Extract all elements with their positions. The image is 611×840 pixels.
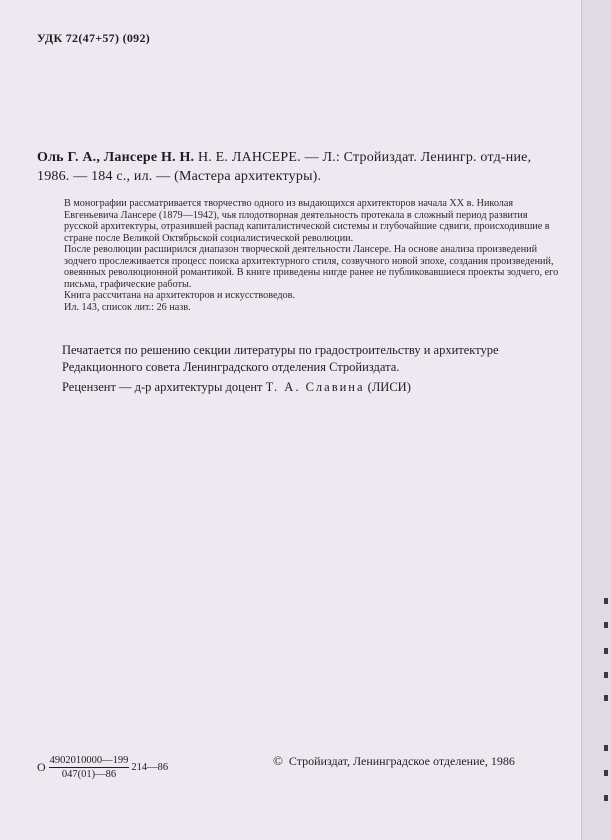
publication-code <box>37 755 168 780</box>
edge-mark <box>604 745 608 751</box>
code-prefix: О <box>37 760 46 774</box>
publication-note <box>62 342 564 376</box>
code-denominator: 047(01)—86 <box>61 769 117 780</box>
reviewer-line <box>62 380 411 395</box>
abstract <box>64 198 564 313</box>
abstract-paragraph-2: После революции расширился диапазон творческой деятельности Лансере. На основе анализа произведений зодчего прослеживается процесс поиска архитектурного стиля, созвучного новой эпохе, создания произведений, овеянных революционной романтикой. В книге приведены нигде ранее не публиковавшиеся проекты зодчего, его письма, графические работы. <box>64 244 559 290</box>
abstract-paragraph-4: Ил. 143, список лит.: 26 назв. <box>64 301 191 313</box>
abstract-paragraph-3: Книга рассчитана на архитекторов и искусствоведов. <box>64 290 295 301</box>
bibliographic-record <box>37 148 562 186</box>
edge-mark <box>604 770 608 776</box>
copyright-text: Стройиздат, Ленинградское отделение, 1986 <box>288 754 515 768</box>
copyright-icon: © <box>273 753 283 768</box>
edge-mark <box>604 672 608 678</box>
edge-mark <box>604 598 608 604</box>
reviewer-prefix: Рецензент — д-р архитектуры доцент <box>62 380 266 394</box>
adjacent-page-edge <box>581 0 611 840</box>
code-suffix: 214—86 <box>131 762 169 773</box>
edge-mark <box>604 622 608 628</box>
udk-code: УДК 72(47+57) (092) <box>37 31 151 45</box>
edge-mark <box>604 648 608 654</box>
publication-note-text: Печатается по решению секции литературы по градостроительству и архитектуре Редакционного совета Ленинградского отделения Стройиздата. <box>62 343 499 374</box>
reviewer-name: Т. А. Славина <box>265 380 365 394</box>
abstract-paragraph-1: В монографии рассматривается творчество одного из выдающихся архитекторов начала XX в. Николая Евгеньевича Лансере (1879—1942), чья плодотворная деятельность протекала в сложный период развития русской архитектуры, отразившей распад капиталистической системы и глубочайшие сдвиги, происходившие в стране после Великой Октябрьской социалистической революции. <box>64 198 550 244</box>
title-imprint: Н. Е. ЛАНСЕРЕ. — Л.: Стройиздат. Ленингр. отд-ние, 1986. — 184 с., ил. — (Мастера архитектуры). <box>37 150 532 184</box>
edge-mark <box>604 695 608 701</box>
copyright-line <box>273 753 515 769</box>
edge-mark <box>604 795 608 801</box>
reviewer-suffix: (ЛИСИ) <box>364 380 411 394</box>
code-numerator: 4902010000—199 <box>49 755 129 766</box>
code-fraction <box>49 755 130 780</box>
authors: Оль Г. А., Лансере Н. Н. <box>37 150 195 165</box>
